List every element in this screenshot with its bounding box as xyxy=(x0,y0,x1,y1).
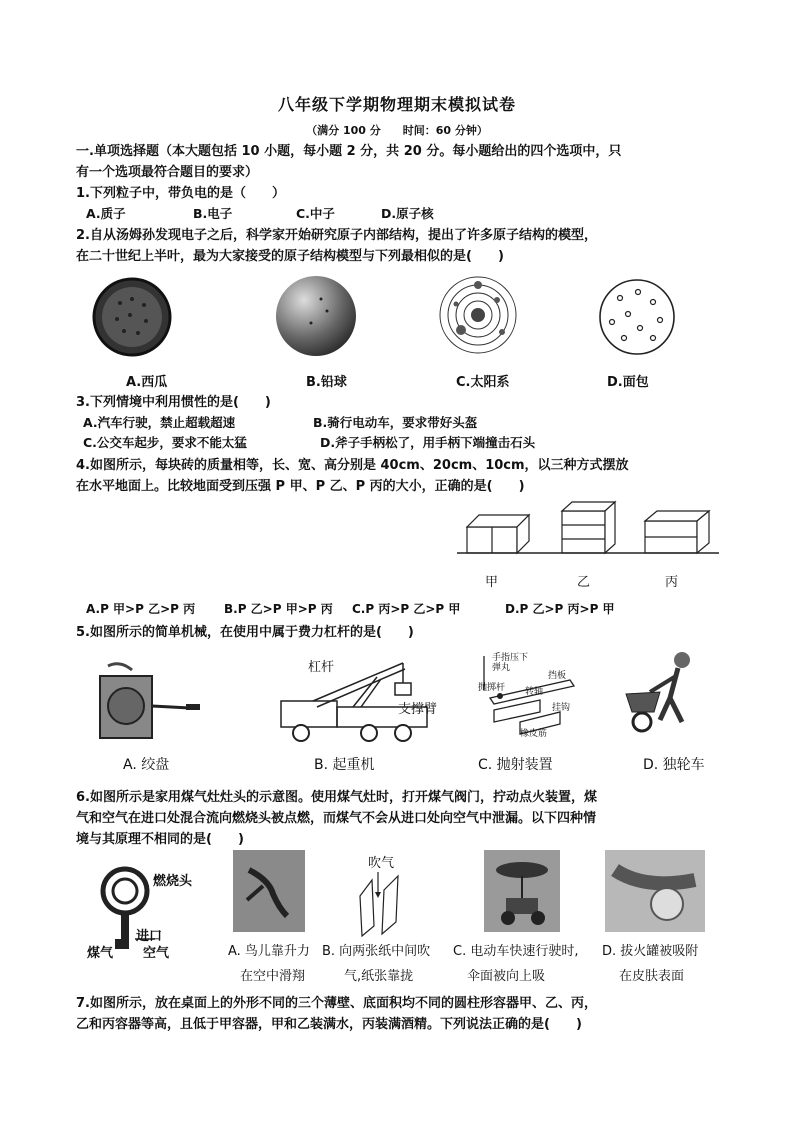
q4-label-jia: 甲 xyxy=(485,575,499,590)
cupping-photo xyxy=(605,850,705,932)
paper-blow-figure xyxy=(350,860,410,936)
exam-title: 八年级下学期物理期末模拟试卷 xyxy=(277,95,516,114)
q3-option-d: D.斧子手柄松了，用手柄下端撞击石头 xyxy=(320,435,536,450)
launcher-label-press: 手指压下 xyxy=(492,653,529,663)
q2-caption-a: A.西瓜 xyxy=(126,375,168,390)
q4-stem-line2: 在水平地面上。比较地面受到压强 P 甲、P 乙、P 丙的大小，正确的是( ) xyxy=(76,479,525,494)
launcher-label-rod: 抛掷杆 xyxy=(478,683,506,693)
watermelon-figure xyxy=(92,277,172,357)
solar-system-figure xyxy=(437,274,519,356)
q6-caption-a-line1: A. 鸟儿靠升力 xyxy=(228,944,310,959)
q1-option-c: C.中子 xyxy=(296,206,335,221)
exam-subtitle: （满分 100 分 时间：60 分钟） xyxy=(306,124,488,137)
q3-option-b: B.骑行电动车，要求带好头盔 xyxy=(313,415,478,430)
launcher-label-hook: 挂钩 xyxy=(552,703,571,713)
scooter-photo xyxy=(484,850,560,932)
winch-figure xyxy=(90,660,202,746)
q4-option-a: A.P 甲>P 乙>P 丙 xyxy=(86,602,196,616)
q2-stem-line2: 在二十世纪上半叶，最为大家接受的原子结构模型与下列最相似的是( ) xyxy=(76,249,504,264)
q6-caption-b-line1: B. 向两张纸中间吹 xyxy=(322,944,431,959)
q7-stem-line2: 乙和丙容器等高，且低于甲容器，甲和乙装满水，丙装满酒精。下列说法正确的是( ) xyxy=(76,1017,582,1032)
stove-label-inlet: 进口 xyxy=(136,929,163,944)
blow-label: 吹气 xyxy=(368,856,395,871)
crane-label-arm: 支撑臂 xyxy=(398,702,438,717)
q6-caption-d-line2: 在皮肤表面 xyxy=(619,969,685,984)
q2-stem-line1: 2.自从汤姆孙发现电子之后，科学家开始研究原子内部结构，提出了许多原子结构的模型， xyxy=(76,228,597,243)
bird-photo xyxy=(233,850,305,932)
bread-model-figure xyxy=(598,278,676,356)
q5-stem: 5.如图所示的简单机械，在使用中属于费力杠杆的是( ) xyxy=(76,625,414,640)
q6-caption-b-line2: 气,纸张靠拢 xyxy=(344,969,414,984)
lead-ball-figure xyxy=(275,275,357,357)
launcher-label-baffle: 挡板 xyxy=(548,671,567,681)
q4-option-b: B.P 乙>P 甲>P 丙 xyxy=(224,602,333,616)
q7-stem-line1: 7.如图所示，放在桌面上的外形不同的三个薄壁、底面积均不同的圆柱形容器甲、乙、丙， xyxy=(76,996,597,1011)
launcher-label-band: 橡皮筋 xyxy=(520,729,548,739)
wheelbarrow-figure xyxy=(620,648,720,744)
q2-caption-d: D.面包 xyxy=(607,375,649,390)
q6-caption-c-line2: 伞面被向上吸 xyxy=(467,969,546,984)
q6-stem-line2: 气和空气在进口处混合流向燃烧头被点燃，而煤气不会从进口处向空气中泄漏。以下四种情 xyxy=(76,811,597,826)
q5-caption-c: C. 抛射装置 xyxy=(478,757,553,773)
q3-stem: 3.下列情境中利用惯性的是( ) xyxy=(76,395,271,410)
q4-option-c: C.P 丙>P 乙>P 甲 xyxy=(352,602,461,616)
launcher-label-pellet: 弹丸 xyxy=(492,663,511,673)
crane-label-lever: 杠杆 xyxy=(308,660,335,675)
q1-option-b: B.电子 xyxy=(193,206,233,221)
q3-option-c: C.公交车起步，要求不能太猛 xyxy=(83,435,247,450)
q1-stem: 1.下列粒子中，带负电的是（ ） xyxy=(76,186,285,201)
section-heading-line2: 有一个选项最符合题目的要求） xyxy=(76,165,259,180)
q6-caption-d-line1: D. 拔火罐被吸附 xyxy=(602,944,699,959)
stove-label-air: 空气 xyxy=(143,946,170,961)
launcher-label-axis: 转轴 xyxy=(525,687,544,697)
q5-caption-a: A. 绞盘 xyxy=(123,757,170,773)
q4-stem-line1: 4.如图所示，每块砖的质量相等，长、宽、高分别是 40cm、20cm、10cm，以三种方式摆放 xyxy=(76,458,629,473)
bricks-figure xyxy=(457,497,719,557)
q4-label-bing: 丙 xyxy=(665,575,679,590)
stove-label-burner: 燃烧头 xyxy=(153,874,193,889)
q2-caption-c: C.太阳系 xyxy=(456,375,510,390)
q4-label-yi: 乙 xyxy=(577,575,591,590)
q4-option-d: D.P 乙>P 丙>P 甲 xyxy=(505,602,615,616)
q1-option-a: A.质子 xyxy=(86,206,126,221)
q5-caption-b: B. 起重机 xyxy=(314,757,375,773)
q6-stem-line3: 境与其原理不相同的是( ) xyxy=(76,832,244,847)
section-heading-line1: 一.单项选择题（本大题包括 10 小题，每小题 2 分，共 20 分。每小题给出的四个选项中，只 xyxy=(76,144,622,159)
q2-caption-b: B.铅球 xyxy=(306,375,347,390)
q3-option-a: A.汽车行驶，禁止超载超速 xyxy=(83,415,236,430)
q6-caption-c-line1: C. 电动车快速行驶时, xyxy=(453,944,579,959)
q1-option-d: D.原子核 xyxy=(381,206,434,221)
q5-caption-d: D. 独轮车 xyxy=(643,757,705,773)
q6-stem-line1: 6.如图所示是家用煤气灶灶头的示意图。使用煤气灶时，打开煤气阀门，拧动点火装置，煤 xyxy=(76,790,597,805)
q6-caption-a-line2: 在空中滑翔 xyxy=(240,969,306,984)
stove-label-gas: 煤气 xyxy=(87,946,114,961)
